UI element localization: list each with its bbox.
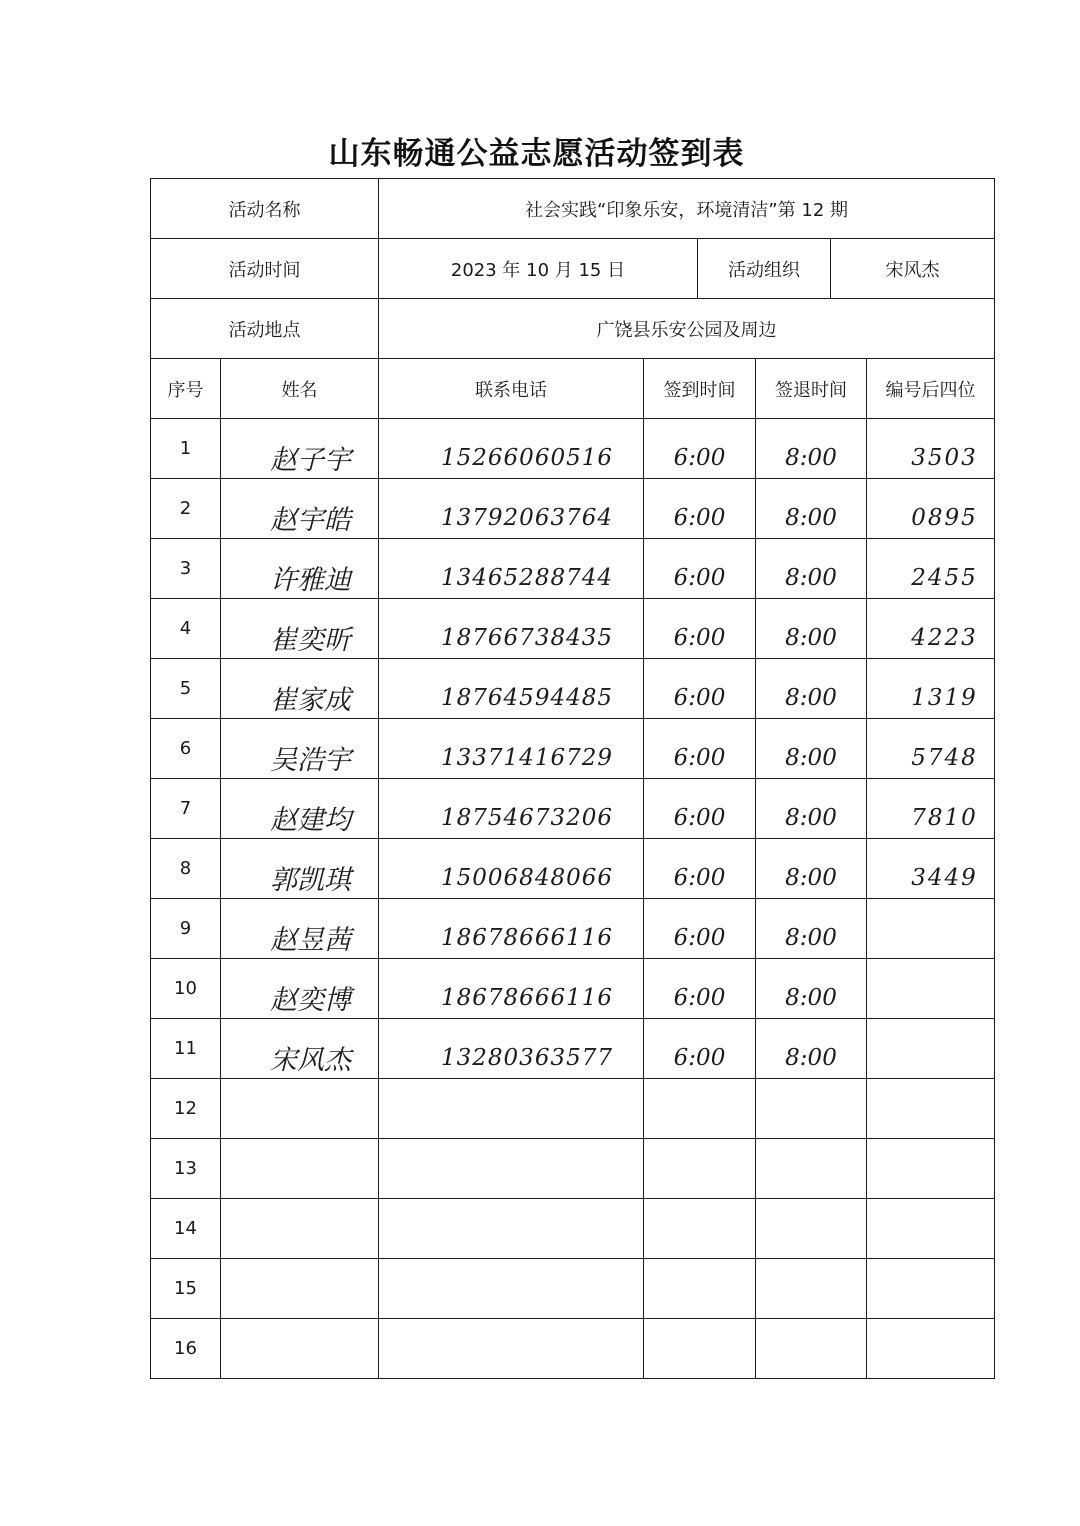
sign-in-cell xyxy=(644,599,756,659)
name-cell xyxy=(221,1079,379,1139)
activity-place-value: 广饶县乐安公园及周边 xyxy=(379,299,995,359)
table-row xyxy=(151,479,995,539)
handwritten-name: 赵建均 xyxy=(270,805,351,836)
handwritten-name: 赵宇皓 xyxy=(270,505,351,536)
sign-out-cell xyxy=(756,659,867,719)
handwritten-code: 5748 xyxy=(911,744,978,771)
handwritten-sign-in: 6:00 xyxy=(673,684,726,711)
phone-cell xyxy=(379,599,644,659)
name-cell xyxy=(221,719,379,779)
code-cell xyxy=(867,539,995,599)
sign-in-cell xyxy=(644,1319,756,1379)
header-no: 序号 xyxy=(151,359,221,419)
row-number: 16 xyxy=(151,1319,221,1379)
header-name: 姓名 xyxy=(221,359,379,419)
sign-out-cell xyxy=(756,539,867,599)
name-cell xyxy=(221,539,379,599)
header-code: 编号后四位 xyxy=(867,359,995,419)
handwritten-sign-out: 8:00 xyxy=(785,624,837,651)
handwritten-name: 崔奕昕 xyxy=(270,625,351,656)
row-number: 5 xyxy=(151,659,221,719)
handwritten-phone: 13371416729 xyxy=(441,744,613,771)
info-row-activity-place xyxy=(151,299,995,359)
code-cell xyxy=(867,1319,995,1379)
table-row xyxy=(151,779,995,839)
table-row xyxy=(151,719,995,779)
header-phone: 联系电话 xyxy=(379,359,644,419)
sign-in-cell xyxy=(644,719,756,779)
code-cell xyxy=(867,1259,995,1319)
table-row xyxy=(151,659,995,719)
sign-out-cell xyxy=(756,1019,867,1079)
sign-out-cell xyxy=(756,1139,867,1199)
table-row xyxy=(151,839,995,899)
name-cell xyxy=(221,599,379,659)
handwritten-name: 郭凯琪 xyxy=(270,865,351,896)
handwritten-name: 赵子宇 xyxy=(270,445,351,476)
phone-cell xyxy=(379,479,644,539)
handwritten-phone: 15266060516 xyxy=(441,444,613,471)
handwritten-sign-out: 8:00 xyxy=(785,1044,837,1071)
code-cell xyxy=(867,1019,995,1079)
sign-out-cell xyxy=(756,719,867,779)
info-row-activity-name xyxy=(151,179,995,239)
code-cell xyxy=(867,719,995,779)
table-row xyxy=(151,1019,995,1079)
code-cell xyxy=(867,659,995,719)
code-cell xyxy=(867,419,995,479)
handwritten-sign-out: 8:00 xyxy=(785,684,837,711)
handwritten-phone: 18754673206 xyxy=(441,804,613,831)
handwritten-sign-in: 6:00 xyxy=(673,744,726,771)
handwritten-sign-in: 6:00 xyxy=(673,1044,726,1071)
code-cell xyxy=(867,899,995,959)
table-row xyxy=(151,899,995,959)
phone-cell xyxy=(379,779,644,839)
name-cell xyxy=(221,1259,379,1319)
name-cell xyxy=(221,419,379,479)
handwritten-sign-out: 8:00 xyxy=(785,984,837,1011)
sign-in-cell xyxy=(644,419,756,479)
sign-out-cell xyxy=(756,1199,867,1259)
code-cell xyxy=(867,479,995,539)
row-number: 3 xyxy=(151,539,221,599)
handwritten-sign-out: 8:00 xyxy=(785,744,837,771)
sign-in-cell xyxy=(644,479,756,539)
name-cell xyxy=(221,659,379,719)
handwritten-sign-in: 6:00 xyxy=(673,624,726,651)
handwritten-phone: 13465288744 xyxy=(441,564,613,591)
name-cell xyxy=(221,1139,379,1199)
table-row xyxy=(151,1199,995,1259)
sign-in-cell xyxy=(644,1079,756,1139)
name-cell xyxy=(221,479,379,539)
sign-out-cell xyxy=(756,899,867,959)
handwritten-phone: 15006848066 xyxy=(441,864,613,891)
sign-in-cell xyxy=(644,839,756,899)
row-number: 8 xyxy=(151,839,221,899)
table-row xyxy=(151,1139,995,1199)
code-cell xyxy=(867,959,995,1019)
handwritten-sign-in: 6:00 xyxy=(673,504,726,531)
table-row xyxy=(151,1259,995,1319)
header-row xyxy=(151,359,995,419)
handwritten-code: 2455 xyxy=(911,564,978,591)
code-cell xyxy=(867,599,995,659)
handwritten-name: 许雅迪 xyxy=(270,565,351,596)
sign-in-cell xyxy=(644,959,756,1019)
handwritten-name: 赵昱茜 xyxy=(270,925,351,956)
phone-cell xyxy=(379,839,644,899)
activity-organizer-value: 宋风杰 xyxy=(831,239,995,299)
row-number: 10 xyxy=(151,959,221,1019)
info-row-activity-time xyxy=(151,239,995,299)
activity-time-label: 活动时间 xyxy=(151,239,379,299)
page-title: 山东畅通公益志愿活动签到表 xyxy=(328,136,745,172)
row-number: 15 xyxy=(151,1259,221,1319)
handwritten-sign-out: 8:00 xyxy=(785,924,837,951)
sign-out-cell xyxy=(756,839,867,899)
phone-cell xyxy=(379,719,644,779)
activity-name-label: 活动名称 xyxy=(151,179,379,239)
handwritten-name: 崔家成 xyxy=(270,685,351,716)
phone-cell xyxy=(379,419,644,479)
handwritten-phone: 13280363577 xyxy=(441,1044,613,1071)
sign-out-cell xyxy=(756,599,867,659)
name-cell xyxy=(221,839,379,899)
sign-in-cell xyxy=(644,1019,756,1079)
table-row xyxy=(151,539,995,599)
code-cell xyxy=(867,1139,995,1199)
handwritten-code: 0895 xyxy=(911,504,978,531)
sign-in-cell xyxy=(644,1259,756,1319)
activity-organizer-label: 活动组织 xyxy=(698,239,831,299)
sign-out-cell xyxy=(756,1079,867,1139)
table-row xyxy=(151,419,995,479)
handwritten-phone: 18678666116 xyxy=(441,984,613,1011)
code-cell xyxy=(867,839,995,899)
phone-cell xyxy=(379,1019,644,1079)
phone-cell xyxy=(379,1259,644,1319)
name-cell xyxy=(221,899,379,959)
handwritten-code: 3503 xyxy=(911,444,978,471)
handwritten-phone: 18678666116 xyxy=(441,924,613,951)
name-cell xyxy=(221,1199,379,1259)
sign-in-cell xyxy=(644,1139,756,1199)
handwritten-sign-out: 8:00 xyxy=(785,804,837,831)
phone-cell xyxy=(379,959,644,1019)
row-number: 7 xyxy=(151,779,221,839)
phone-cell xyxy=(379,1139,644,1199)
table-row xyxy=(151,959,995,1019)
handwritten-phone: 18764594485 xyxy=(441,684,613,711)
handwritten-code: 7810 xyxy=(911,804,978,831)
header-sign-in-time: 签到时间 xyxy=(644,359,756,419)
handwritten-sign-in: 6:00 xyxy=(673,864,726,891)
code-cell xyxy=(867,1079,995,1139)
handwritten-sign-in: 6:00 xyxy=(673,984,726,1011)
handwritten-sign-out: 8:00 xyxy=(785,564,837,591)
activity-time-value: 2023 年 10 月 15 日 xyxy=(379,239,698,299)
handwritten-name: 赵奕博 xyxy=(270,985,351,1016)
header-sign-out-time: 签退时间 xyxy=(756,359,867,419)
sign-in-cell xyxy=(644,1199,756,1259)
handwritten-code: 1319 xyxy=(911,684,978,711)
handwritten-code: 4223 xyxy=(911,624,978,651)
name-cell xyxy=(221,959,379,1019)
activity-name-value: 社会实践“印象乐安，环境清洁”第 12 期 xyxy=(379,179,995,239)
handwritten-sign-out: 8:00 xyxy=(785,444,837,471)
row-number: 2 xyxy=(151,479,221,539)
phone-cell xyxy=(379,1079,644,1139)
activity-place-label: 活动地点 xyxy=(151,299,379,359)
handwritten-code: 3449 xyxy=(911,864,978,891)
row-number: 12 xyxy=(151,1079,221,1139)
sign-out-cell xyxy=(756,779,867,839)
phone-cell xyxy=(379,899,644,959)
handwritten-sign-in: 6:00 xyxy=(673,444,726,471)
handwritten-sign-out: 8:00 xyxy=(785,504,837,531)
table-row xyxy=(151,1079,995,1139)
handwritten-sign-in: 6:00 xyxy=(673,564,726,591)
sign-in-cell xyxy=(644,539,756,599)
row-number: 1 xyxy=(151,419,221,479)
code-cell xyxy=(867,1199,995,1259)
name-cell xyxy=(221,1319,379,1379)
table-row xyxy=(151,599,995,659)
handwritten-sign-in: 6:00 xyxy=(673,924,726,951)
phone-cell xyxy=(379,659,644,719)
code-cell xyxy=(867,779,995,839)
sign-in-cell xyxy=(644,779,756,839)
handwritten-sign-in: 6:00 xyxy=(673,804,726,831)
phone-cell xyxy=(379,539,644,599)
sign-in-cell xyxy=(644,659,756,719)
handwritten-name: 宋风杰 xyxy=(270,1045,351,1076)
sign-in-table xyxy=(150,178,995,1379)
sign-out-cell xyxy=(756,419,867,479)
name-cell xyxy=(221,1019,379,1079)
sign-in-cell xyxy=(644,899,756,959)
row-number: 11 xyxy=(151,1019,221,1079)
handwritten-phone: 13792063764 xyxy=(441,504,613,531)
row-number: 14 xyxy=(151,1199,221,1259)
handwritten-phone: 18766738435 xyxy=(441,624,613,651)
name-cell xyxy=(221,779,379,839)
handwritten-sign-out: 8:00 xyxy=(785,864,837,891)
handwritten-name: 吴浩宇 xyxy=(270,745,351,776)
sign-out-cell xyxy=(756,479,867,539)
row-number: 4 xyxy=(151,599,221,659)
sign-out-cell xyxy=(756,1319,867,1379)
sign-out-cell xyxy=(756,959,867,1019)
table-row xyxy=(151,1319,995,1379)
row-number: 6 xyxy=(151,719,221,779)
phone-cell xyxy=(379,1319,644,1379)
row-number: 13 xyxy=(151,1139,221,1199)
sign-out-cell xyxy=(756,1259,867,1319)
phone-cell xyxy=(379,1199,644,1259)
row-number: 9 xyxy=(151,899,221,959)
